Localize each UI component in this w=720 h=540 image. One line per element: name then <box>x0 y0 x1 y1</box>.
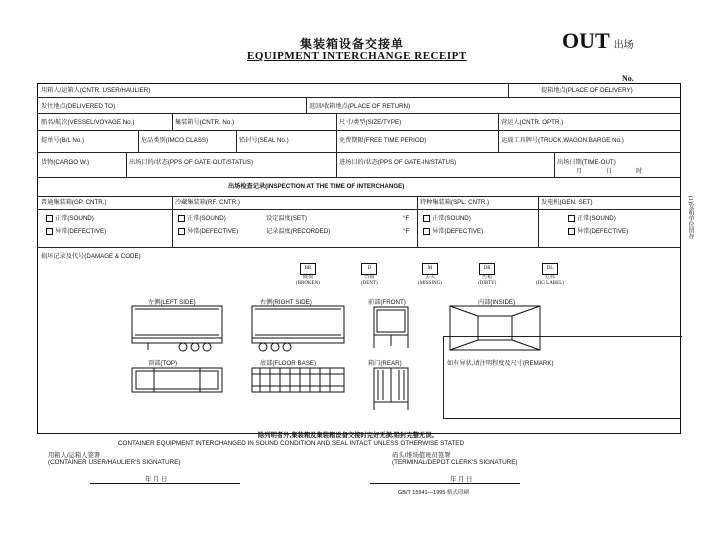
code-box-dr: DR <box>479 263 495 275</box>
top-drawing <box>132 368 222 392</box>
field-cargo[interactable]: 货物(CARGO W.) <box>41 159 90 166</box>
field-cntr-no[interactable]: 集装箱号(CNTR. No.) <box>175 119 235 126</box>
receipt-number-label: No. <box>622 74 634 83</box>
field-free-time[interactable]: 免费期限(FREE TIME PERIOD) <box>339 137 427 144</box>
date-left: 年 月 日 <box>145 476 168 483</box>
code-box-m: M <box>422 263 438 275</box>
floor-drawing <box>252 368 344 392</box>
code-cn-br: 破损 <box>302 275 313 280</box>
rf-defective-label: 异常(DEFECTIVE) <box>187 228 239 236</box>
view-inside-label: 内部(INSIDE) <box>478 299 516 306</box>
copy-side-note: (1)发箱单位留存 <box>687 196 693 239</box>
field-time-out[interactable]: 出场日期(TIME-OUT) <box>557 159 616 166</box>
code-box-dl: DL <box>542 263 558 275</box>
sig-left-cn: 用箱人/运箱人签署 <box>48 452 101 459</box>
standard-note: GB/T 15941—1995 格式印刷 <box>398 490 469 496</box>
inspection-title: 出场检查记录(INSPECTION AT THE TIME OF INTERCHANGE) <box>228 183 405 190</box>
receipt-form <box>37 83 681 434</box>
inside-drawing <box>450 306 540 350</box>
view-top-label: 顶部(TOP) <box>148 360 178 367</box>
field-imco-class[interactable]: 危品类别(IMCO CLASS) <box>141 137 209 144</box>
field-gate-in[interactable]: 进场目的/状态(PPS OF GATE-IN/STATUS) <box>339 159 457 166</box>
code-en-m: (MISSING) <box>418 281 442 286</box>
sig-right-en: (TERMINAL/DEPOT CLERK'S SIGNATURE) <box>392 459 518 466</box>
code-cn-dl: 危标 <box>544 275 555 280</box>
title-cn: 集装箱设备交接单 <box>300 37 405 51</box>
view-floor-label: 底部(FLOOR BASE) <box>260 360 317 367</box>
gen-sound-label: 正常(SOUND) <box>577 215 616 223</box>
field-delivered-to[interactable]: 发往地点(DELIVERED TO) <box>41 103 116 110</box>
field-truck-no[interactable]: 运载工具牌号(TRUCK.WAGON.BARGE No.) <box>501 137 624 144</box>
code-box-d: D <box>361 263 377 275</box>
rf-set-unit: °F <box>403 215 410 222</box>
remark-label[interactable]: 如有异状,请注明程度及尺寸(REMARK) <box>447 360 554 367</box>
field-gate-out[interactable]: 出场目的/状态(PPS OF GATE-OUT/STATUS) <box>129 159 254 166</box>
sig-left-line[interactable] <box>90 483 240 484</box>
rf-recorded-temp[interactable]: 记录温度(RECORDED) <box>266 228 331 235</box>
gp-defective-label: 异常(DEFECTIVE) <box>55 228 107 236</box>
field-place-of-delivery[interactable]: 提箱地点(PLACE OF DELIVERY) <box>541 87 633 94</box>
title-en: EQUIPMENT INTERCHANGE RECEIPT <box>247 50 467 62</box>
front-drawing <box>374 307 408 348</box>
rf-recorded-unit: °F <box>403 228 410 235</box>
note-cn: 除列明者外,集装箱及集装箱设备交接时完好无损,铅封完整无误。 <box>258 432 438 439</box>
sig-right-cn: 码头/堆场值班员签署 <box>392 452 451 459</box>
right-side-drawing <box>252 306 344 351</box>
sig-left-en: (CONTAINER USER/HAULIER'S SIGNATURE) <box>48 459 181 466</box>
field-bl-no[interactable]: 提单号(B/L No.) <box>41 137 85 144</box>
code-en-dl: (DG LABEL) <box>536 281 564 286</box>
date-hour: 时 <box>636 168 643 175</box>
date-month: 月 <box>576 168 583 175</box>
out-marker <box>562 28 634 54</box>
code-en-br: (BROKEN) <box>296 281 320 286</box>
view-right-label: 右侧(RIGHT SIDE) <box>260 299 312 306</box>
date-day: 日 <box>606 168 613 175</box>
view-rear-label: 箱门(REAR) <box>368 360 402 367</box>
spl-sound-label: 正常(SOUND) <box>432 215 471 223</box>
code-cn-d: 凹损 <box>364 275 375 280</box>
date-right: 年 月 日 <box>450 476 473 483</box>
note-en: CONTAINER EQUIPMENT INTERCHANGED IN SOUND CONDITION AND SEAL INTACT UNLESS OTHERWISE STATED <box>118 440 465 447</box>
spl-defective-label: 异常(DEFECTIVE) <box>432 228 484 236</box>
gp-sound-label: 正常(SOUND) <box>55 215 94 223</box>
code-cn-dr: 污箱 <box>482 275 493 280</box>
field-vessel-voyage[interactable]: 船名/航次(VESSEL/VOYAGE No.) <box>41 119 135 126</box>
rf-set-temp[interactable]: 设定温度(SET) <box>266 215 307 222</box>
insp-col-spl: 特种集装箱(SPL. CNTR.) <box>420 199 490 206</box>
left-side-drawing <box>132 306 222 351</box>
out-cn-label: 出场 <box>613 40 634 51</box>
gen-defective-label: 异常(DEFECTIVE) <box>577 228 629 236</box>
field-size-type[interactable]: 尺寸/类型(SIZE/TYPE) <box>339 119 402 126</box>
view-front-label: 前部(FRONT) <box>368 299 406 306</box>
code-box-br: BR <box>300 263 316 275</box>
out-label: OUT <box>562 28 610 53</box>
insp-col-gen: 发电机(GEN. SET) <box>541 199 593 206</box>
sig-right-line[interactable] <box>370 483 520 484</box>
code-en-dr: (DIRTY) <box>478 281 497 286</box>
field-seal-no[interactable]: 铅封号(SEAL No.) <box>239 137 289 144</box>
view-left-label: 左侧(LEFT SIDE) <box>148 299 196 306</box>
field-place-of-return[interactable]: 返回/收箱地点(PLACE OF RETURN) <box>309 103 411 110</box>
rear-drawing <box>374 368 408 410</box>
code-cn-m: 丢失 <box>424 275 435 280</box>
field-cntr-user[interactable]: 用箱人/运箱人(CNTR. USER/HAULIER) <box>41 87 151 94</box>
damage-title: 损坏记录及代号(DAMAGE & CODE) <box>41 253 141 260</box>
rf-sound-label: 正常(SOUND) <box>187 215 226 223</box>
code-en-d: (DENT) <box>361 281 378 286</box>
insp-col-gp: 普通集装箱(GP. CNTR.) <box>41 199 107 206</box>
insp-col-rf: 冷藏集装箱(RF. CNTR.) <box>175 199 240 206</box>
field-cntr-optr[interactable]: 营运人(CNTR. OPTR.) <box>501 119 564 126</box>
container-diagrams <box>38 84 682 435</box>
